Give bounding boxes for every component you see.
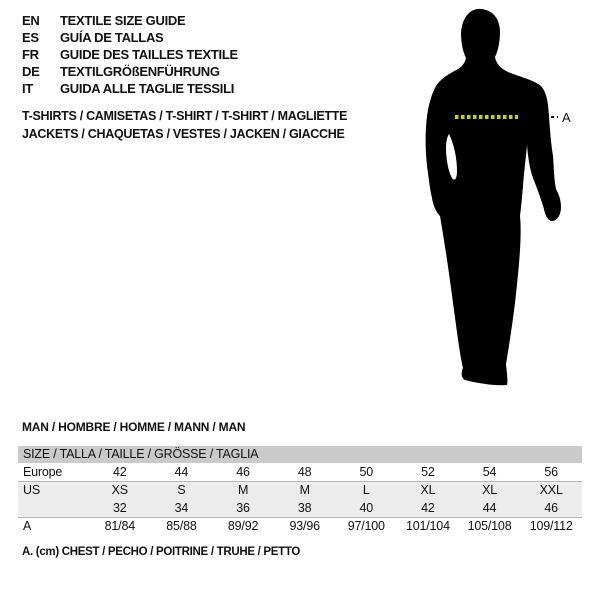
language-code: DE bbox=[22, 64, 40, 79]
size-cell: M bbox=[299, 483, 310, 497]
size-cell: 46 bbox=[236, 465, 250, 479]
size-table-header: SIZE / TALLA / TAILLE / GRÖSSE / TAGLIA bbox=[18, 446, 582, 463]
language-label: TEXTILE SIZE GUIDE bbox=[60, 13, 186, 28]
language-code: EN bbox=[22, 13, 40, 28]
garment-categories bbox=[22, 107, 347, 143]
size-cell: 38 bbox=[297, 501, 312, 515]
section-title-man: MAN / HOMBRE / HOMME / MANN / MAN bbox=[22, 420, 246, 434]
category-jackets: JACKETS / CHAQUETAS / VESTES / JACKEN / GIACCHE bbox=[22, 127, 345, 141]
size-cell: 44 bbox=[174, 465, 189, 479]
size-cell: XS bbox=[111, 483, 128, 497]
size-cell: 56 bbox=[544, 465, 558, 479]
measurement-footnote: A. (cm) CHEST / PECHO / POITRINE / TRUHE / PETTO bbox=[22, 546, 301, 558]
category-tshirts: T-SHIRTS / CAMISETAS / T-SHIRT / T-SHIRT / MAGLIETTE bbox=[22, 109, 348, 123]
size-cell: 36 bbox=[236, 501, 250, 515]
language-row-es bbox=[22, 29, 238, 46]
table-row-europe bbox=[18, 463, 582, 481]
row-label: Europe bbox=[23, 465, 63, 479]
language-code: IT bbox=[22, 81, 33, 96]
size-cell: 34 bbox=[174, 501, 189, 515]
size-cell: 109/112 bbox=[529, 519, 573, 533]
size-cell: 85/88 bbox=[166, 519, 197, 533]
size-cell: S bbox=[177, 483, 186, 497]
size-table bbox=[18, 446, 582, 535]
size-cell: 52 bbox=[421, 465, 435, 479]
man-silhouette bbox=[405, 5, 585, 395]
size-cell: 81/84 bbox=[104, 519, 135, 533]
language-label: GUIDA ALLE TAGLIE TESSILI bbox=[60, 81, 235, 96]
size-cell: 101/104 bbox=[406, 519, 450, 533]
language-row-en bbox=[22, 12, 238, 29]
language-label: GUIDE DES TAILLES TEXTILE bbox=[60, 47, 238, 62]
size-cell: M bbox=[237, 483, 249, 497]
size-cell: L bbox=[362, 483, 370, 497]
size-cell: 48 bbox=[297, 465, 312, 479]
size-cell: 89/92 bbox=[227, 519, 259, 533]
man-figure bbox=[405, 5, 585, 395]
size-cell: 54 bbox=[482, 465, 497, 479]
man-silhouette-shape bbox=[426, 9, 561, 385]
measure-label-a: A bbox=[562, 110, 571, 125]
language-guide-list bbox=[22, 12, 238, 97]
table-row-chest-a bbox=[18, 517, 582, 535]
size-cell: XL bbox=[482, 483, 497, 497]
row-label: A bbox=[23, 519, 32, 533]
table-row-numeric bbox=[18, 499, 582, 517]
language-label: GUÍA DE TALLAS bbox=[60, 30, 164, 45]
size-cell: XL bbox=[420, 483, 436, 497]
language-code: FR bbox=[22, 47, 39, 62]
size-cell: 32 bbox=[113, 501, 127, 515]
language-row-fr bbox=[22, 46, 238, 63]
size-cell: 50 bbox=[359, 465, 374, 479]
size-cell: 42 bbox=[421, 501, 435, 515]
size-cell: XXL bbox=[539, 483, 563, 497]
size-cell: 44 bbox=[482, 501, 497, 515]
size-cell: 93/96 bbox=[289, 519, 320, 533]
size-cell: 97/100 bbox=[347, 519, 385, 533]
size-cell: 40 bbox=[359, 501, 374, 515]
language-label: TEXTILGRÖßENFÜHRUNG bbox=[60, 64, 220, 79]
language-row-it bbox=[22, 80, 238, 97]
table-row-us bbox=[18, 481, 582, 499]
size-cell: 105/108 bbox=[467, 519, 512, 533]
language-code: ES bbox=[22, 30, 39, 45]
size-cell: 42 bbox=[113, 465, 127, 479]
size-cell: 46 bbox=[544, 501, 558, 515]
language-row-de bbox=[22, 63, 238, 80]
row-label: US bbox=[23, 483, 40, 497]
